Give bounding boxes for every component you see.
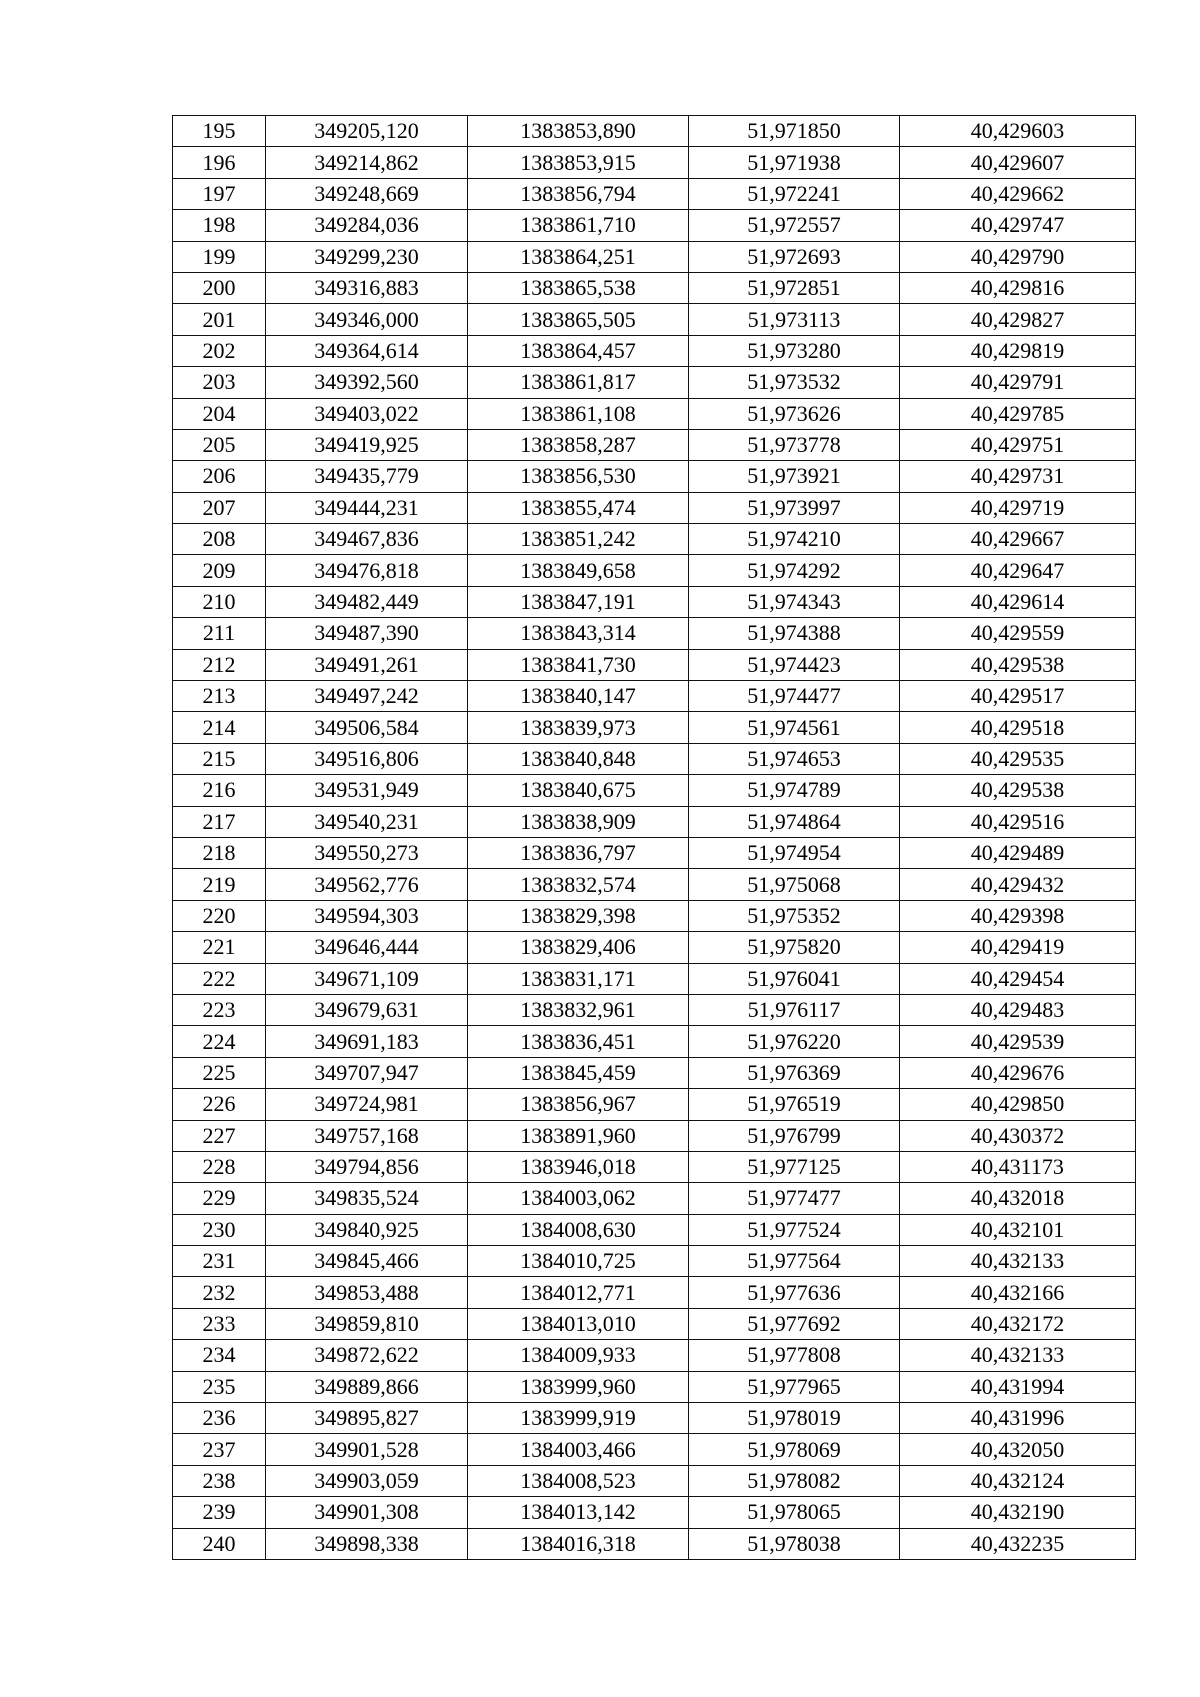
col2-value-cell: 349794,856 <box>266 1151 468 1182</box>
col5-value-cell: 40,429454 <box>900 963 1136 994</box>
col4-value-cell: 51,976799 <box>689 1120 900 1151</box>
col2-value-cell: 349506,584 <box>266 712 468 743</box>
col4-value-cell: 51,977808 <box>689 1340 900 1371</box>
table-row <box>173 586 1136 617</box>
col2-value-cell: 349392,560 <box>266 367 468 398</box>
col2-value-cell: 349691,183 <box>266 1026 468 1057</box>
col4-value-cell: 51,973778 <box>689 429 900 460</box>
col5-value-cell: 40,432166 <box>900 1277 1136 1308</box>
col4-value-cell: 51,976117 <box>689 994 900 1025</box>
point-number-cell: 234 <box>173 1340 266 1371</box>
point-number-cell: 205 <box>173 429 266 460</box>
col2-value-cell: 349531,949 <box>266 775 468 806</box>
point-number-cell: 202 <box>173 335 266 366</box>
col5-value-cell: 40,429538 <box>900 649 1136 680</box>
point-number-cell: 221 <box>173 932 266 963</box>
point-number-cell: 230 <box>173 1214 266 1245</box>
col2-value-cell: 349853,488 <box>266 1277 468 1308</box>
col2-value-cell: 349491,261 <box>266 649 468 680</box>
col5-value-cell: 40,432050 <box>900 1434 1136 1465</box>
col2-value-cell: 349889,866 <box>266 1371 468 1402</box>
col4-value-cell: 51,978082 <box>689 1465 900 1496</box>
point-number-cell: 227 <box>173 1120 266 1151</box>
point-number-cell: 235 <box>173 1371 266 1402</box>
col4-value-cell: 51,977524 <box>689 1214 900 1245</box>
table-row <box>173 1340 1136 1371</box>
col2-value-cell: 349346,000 <box>266 304 468 335</box>
table-row <box>173 1277 1136 1308</box>
table-row <box>173 1183 1136 1214</box>
col4-value-cell: 51,975352 <box>689 900 900 931</box>
col5-value-cell: 40,432172 <box>900 1308 1136 1339</box>
col5-value-cell: 40,431173 <box>900 1151 1136 1182</box>
table-row <box>173 335 1136 366</box>
col2-value-cell: 349671,109 <box>266 963 468 994</box>
col3-value-cell: 1384013,142 <box>468 1497 689 1528</box>
col4-value-cell: 51,973921 <box>689 461 900 492</box>
table-row <box>173 775 1136 806</box>
col4-value-cell: 51,972557 <box>689 210 900 241</box>
col4-value-cell: 51,976369 <box>689 1057 900 1088</box>
col2-value-cell: 349205,120 <box>266 116 468 147</box>
col2-value-cell: 349487,390 <box>266 618 468 649</box>
table-row <box>173 681 1136 712</box>
col2-value-cell: 349859,810 <box>266 1308 468 1339</box>
col3-value-cell: 1383855,474 <box>468 492 689 523</box>
table-row <box>173 932 1136 963</box>
col5-value-cell: 40,429647 <box>900 555 1136 586</box>
point-number-cell: 220 <box>173 900 266 931</box>
col5-value-cell: 40,429517 <box>900 681 1136 712</box>
col3-value-cell: 1383836,797 <box>468 837 689 868</box>
col3-value-cell: 1383864,457 <box>468 335 689 366</box>
point-number-cell: 198 <box>173 210 266 241</box>
table-row <box>173 524 1136 555</box>
col5-value-cell: 40,432190 <box>900 1497 1136 1528</box>
point-number-cell: 231 <box>173 1246 266 1277</box>
col3-value-cell: 1383832,574 <box>468 869 689 900</box>
col2-value-cell: 349898,338 <box>266 1528 468 1559</box>
table-row <box>173 1497 1136 1528</box>
point-number-cell: 203 <box>173 367 266 398</box>
col3-value-cell: 1383999,960 <box>468 1371 689 1402</box>
col4-value-cell: 51,976220 <box>689 1026 900 1057</box>
table-row <box>173 241 1136 272</box>
col2-value-cell: 349679,631 <box>266 994 468 1025</box>
table-row <box>173 210 1136 241</box>
col5-value-cell: 40,430372 <box>900 1120 1136 1151</box>
col3-value-cell: 1384012,771 <box>468 1277 689 1308</box>
col5-value-cell: 40,431994 <box>900 1371 1136 1402</box>
col5-value-cell: 40,432101 <box>900 1214 1136 1245</box>
col5-value-cell: 40,429816 <box>900 272 1136 303</box>
col5-value-cell: 40,429539 <box>900 1026 1136 1057</box>
table-row <box>173 1089 1136 1120</box>
point-number-cell: 206 <box>173 461 266 492</box>
col3-value-cell: 1383836,451 <box>468 1026 689 1057</box>
col3-value-cell: 1383843,314 <box>468 618 689 649</box>
col3-value-cell: 1383865,538 <box>468 272 689 303</box>
point-number-cell: 225 <box>173 1057 266 1088</box>
table-row <box>173 1465 1136 1496</box>
point-number-cell: 201 <box>173 304 266 335</box>
table-row <box>173 1371 1136 1402</box>
col3-value-cell: 1383829,406 <box>468 932 689 963</box>
table-row <box>173 492 1136 523</box>
point-number-cell: 216 <box>173 775 266 806</box>
col3-value-cell: 1383845,459 <box>468 1057 689 1088</box>
col4-value-cell: 51,973532 <box>689 367 900 398</box>
col5-value-cell: 40,429559 <box>900 618 1136 649</box>
col5-value-cell: 40,429827 <box>900 304 1136 335</box>
col2-value-cell: 349516,806 <box>266 743 468 774</box>
point-number-cell: 196 <box>173 147 266 178</box>
col5-value-cell: 40,432018 <box>900 1183 1136 1214</box>
col3-value-cell: 1383856,794 <box>468 178 689 209</box>
table-row <box>173 712 1136 743</box>
point-number-cell: 232 <box>173 1277 266 1308</box>
col2-value-cell: 349845,466 <box>266 1246 468 1277</box>
col3-value-cell: 1383861,710 <box>468 210 689 241</box>
col3-value-cell: 1383840,675 <box>468 775 689 806</box>
point-number-cell: 197 <box>173 178 266 209</box>
col2-value-cell: 349840,925 <box>266 1214 468 1245</box>
table-row <box>173 147 1136 178</box>
col5-value-cell: 40,429850 <box>900 1089 1136 1120</box>
table-row <box>173 1120 1136 1151</box>
point-number-cell: 217 <box>173 806 266 837</box>
col3-value-cell: 1384008,630 <box>468 1214 689 1245</box>
point-number-cell: 229 <box>173 1183 266 1214</box>
table-row <box>173 1308 1136 1339</box>
col4-value-cell: 51,972241 <box>689 178 900 209</box>
col2-value-cell: 349497,242 <box>266 681 468 712</box>
point-number-cell: 233 <box>173 1308 266 1339</box>
col4-value-cell: 51,974343 <box>689 586 900 617</box>
col2-value-cell: 349872,622 <box>266 1340 468 1371</box>
col4-value-cell: 51,977636 <box>689 1277 900 1308</box>
point-number-cell: 223 <box>173 994 266 1025</box>
point-number-cell: 214 <box>173 712 266 743</box>
col5-value-cell: 40,429489 <box>900 837 1136 868</box>
table-row <box>173 429 1136 460</box>
col4-value-cell: 51,977125 <box>689 1151 900 1182</box>
col4-value-cell: 51,978069 <box>689 1434 900 1465</box>
col3-value-cell: 1383849,658 <box>468 555 689 586</box>
col4-value-cell: 51,973626 <box>689 398 900 429</box>
col2-value-cell: 349284,036 <box>266 210 468 241</box>
table-row <box>173 1057 1136 1088</box>
col4-value-cell: 51,974864 <box>689 806 900 837</box>
col3-value-cell: 1384003,062 <box>468 1183 689 1214</box>
col5-value-cell: 40,429432 <box>900 869 1136 900</box>
col3-value-cell: 1383840,848 <box>468 743 689 774</box>
col2-value-cell: 349903,059 <box>266 1465 468 1496</box>
col4-value-cell: 51,974653 <box>689 743 900 774</box>
col2-value-cell: 349707,947 <box>266 1057 468 1088</box>
table-row <box>173 1528 1136 1559</box>
col5-value-cell: 40,429483 <box>900 994 1136 1025</box>
col3-value-cell: 1383891,960 <box>468 1120 689 1151</box>
col5-value-cell: 40,429785 <box>900 398 1136 429</box>
col5-value-cell: 40,429719 <box>900 492 1136 523</box>
col3-value-cell: 1383864,251 <box>468 241 689 272</box>
col4-value-cell: 51,973280 <box>689 335 900 366</box>
table-row <box>173 178 1136 209</box>
col3-value-cell: 1384013,010 <box>468 1308 689 1339</box>
table-row <box>173 869 1136 900</box>
col2-value-cell: 349214,862 <box>266 147 468 178</box>
col3-value-cell: 1383847,191 <box>468 586 689 617</box>
table-row <box>173 272 1136 303</box>
col4-value-cell: 51,972851 <box>689 272 900 303</box>
col2-value-cell: 349435,779 <box>266 461 468 492</box>
col3-value-cell: 1383856,967 <box>468 1089 689 1120</box>
table-row <box>173 398 1136 429</box>
col4-value-cell: 51,974292 <box>689 555 900 586</box>
table-row <box>173 1403 1136 1434</box>
col5-value-cell: 40,429419 <box>900 932 1136 963</box>
point-number-cell: 209 <box>173 555 266 586</box>
col5-value-cell: 40,432235 <box>900 1528 1136 1559</box>
col5-value-cell: 40,429662 <box>900 178 1136 209</box>
point-number-cell: 239 <box>173 1497 266 1528</box>
table-row <box>173 555 1136 586</box>
point-number-cell: 208 <box>173 524 266 555</box>
point-number-cell: 238 <box>173 1465 266 1496</box>
col3-value-cell: 1383853,890 <box>468 116 689 147</box>
col3-value-cell: 1383853,915 <box>468 147 689 178</box>
point-number-cell: 222 <box>173 963 266 994</box>
col2-value-cell: 349299,230 <box>266 241 468 272</box>
col2-value-cell: 349467,836 <box>266 524 468 555</box>
col5-value-cell: 40,429676 <box>900 1057 1136 1088</box>
col4-value-cell: 51,974561 <box>689 712 900 743</box>
col5-value-cell: 40,429751 <box>900 429 1136 460</box>
col3-value-cell: 1383841,730 <box>468 649 689 680</box>
col2-value-cell: 349419,925 <box>266 429 468 460</box>
col3-value-cell: 1384010,725 <box>468 1246 689 1277</box>
col4-value-cell: 51,973113 <box>689 304 900 335</box>
table-row <box>173 900 1136 931</box>
col5-value-cell: 40,429790 <box>900 241 1136 272</box>
col5-value-cell: 40,429819 <box>900 335 1136 366</box>
table-row <box>173 806 1136 837</box>
point-number-cell: 218 <box>173 837 266 868</box>
col3-value-cell: 1383838,909 <box>468 806 689 837</box>
table-row <box>173 994 1136 1025</box>
table-row <box>173 743 1136 774</box>
col2-value-cell: 349901,308 <box>266 1497 468 1528</box>
col3-value-cell: 1383856,530 <box>468 461 689 492</box>
col4-value-cell: 51,975820 <box>689 932 900 963</box>
col3-value-cell: 1383839,973 <box>468 712 689 743</box>
col2-value-cell: 349724,981 <box>266 1089 468 1120</box>
col4-value-cell: 51,977564 <box>689 1246 900 1277</box>
point-number-cell: 200 <box>173 272 266 303</box>
point-number-cell: 211 <box>173 618 266 649</box>
col5-value-cell: 40,429614 <box>900 586 1136 617</box>
col4-value-cell: 51,974477 <box>689 681 900 712</box>
point-number-cell: 236 <box>173 1403 266 1434</box>
point-number-cell: 224 <box>173 1026 266 1057</box>
point-number-cell: 228 <box>173 1151 266 1182</box>
col4-value-cell: 51,978019 <box>689 1403 900 1434</box>
col4-value-cell: 51,974388 <box>689 618 900 649</box>
col5-value-cell: 40,429607 <box>900 147 1136 178</box>
col3-value-cell: 1383946,018 <box>468 1151 689 1182</box>
col4-value-cell: 51,974423 <box>689 649 900 680</box>
table-row <box>173 1026 1136 1057</box>
col3-value-cell: 1383829,398 <box>468 900 689 931</box>
col3-value-cell: 1383840,147 <box>468 681 689 712</box>
point-number-cell: 195 <box>173 116 266 147</box>
col5-value-cell: 40,429603 <box>900 116 1136 147</box>
point-number-cell: 237 <box>173 1434 266 1465</box>
point-number-cell: 215 <box>173 743 266 774</box>
col5-value-cell: 40,429538 <box>900 775 1136 806</box>
col3-value-cell: 1383851,242 <box>468 524 689 555</box>
col2-value-cell: 349540,231 <box>266 806 468 837</box>
col5-value-cell: 40,431996 <box>900 1403 1136 1434</box>
table-row <box>173 304 1136 335</box>
col2-value-cell: 349594,303 <box>266 900 468 931</box>
table-row <box>173 1151 1136 1182</box>
col3-value-cell: 1384008,523 <box>468 1465 689 1496</box>
table-row <box>173 116 1136 147</box>
table-row <box>173 1434 1136 1465</box>
table-row <box>173 367 1136 398</box>
col2-value-cell: 349476,818 <box>266 555 468 586</box>
col5-value-cell: 40,432124 <box>900 1465 1136 1496</box>
col5-value-cell: 40,429398 <box>900 900 1136 931</box>
col2-value-cell: 349835,524 <box>266 1183 468 1214</box>
col4-value-cell: 51,975068 <box>689 869 900 900</box>
col3-value-cell: 1383831,171 <box>468 963 689 994</box>
point-number-cell: 219 <box>173 869 266 900</box>
col5-value-cell: 40,429535 <box>900 743 1136 774</box>
col4-value-cell: 51,976519 <box>689 1089 900 1120</box>
col4-value-cell: 51,978065 <box>689 1497 900 1528</box>
col4-value-cell: 51,977477 <box>689 1183 900 1214</box>
col4-value-cell: 51,972693 <box>689 241 900 272</box>
col2-value-cell: 349248,669 <box>266 178 468 209</box>
col2-value-cell: 349403,022 <box>266 398 468 429</box>
point-number-cell: 204 <box>173 398 266 429</box>
col5-value-cell: 40,429731 <box>900 461 1136 492</box>
col3-value-cell: 1384003,466 <box>468 1434 689 1465</box>
table-row <box>173 461 1136 492</box>
point-number-cell: 226 <box>173 1089 266 1120</box>
col2-value-cell: 349364,614 <box>266 335 468 366</box>
point-number-cell: 207 <box>173 492 266 523</box>
col4-value-cell: 51,976041 <box>689 963 900 994</box>
table-row <box>173 1214 1136 1245</box>
table-row <box>173 1246 1136 1277</box>
col3-value-cell: 1383999,919 <box>468 1403 689 1434</box>
col2-value-cell: 349646,444 <box>266 932 468 963</box>
col3-value-cell: 1383832,961 <box>468 994 689 1025</box>
col2-value-cell: 349482,449 <box>266 586 468 617</box>
col3-value-cell: 1383865,505 <box>468 304 689 335</box>
point-number-cell: 199 <box>173 241 266 272</box>
col3-value-cell: 1384009,933 <box>468 1340 689 1371</box>
table-row <box>173 837 1136 868</box>
col2-value-cell: 349316,883 <box>266 272 468 303</box>
col4-value-cell: 51,974789 <box>689 775 900 806</box>
col4-value-cell: 51,977965 <box>689 1371 900 1402</box>
table-row <box>173 963 1136 994</box>
col4-value-cell: 51,971938 <box>689 147 900 178</box>
point-number-cell: 213 <box>173 681 266 712</box>
point-number-cell: 210 <box>173 586 266 617</box>
col5-value-cell: 40,429516 <box>900 806 1136 837</box>
col4-value-cell: 51,974954 <box>689 837 900 868</box>
point-number-cell: 240 <box>173 1528 266 1559</box>
col4-value-cell: 51,971850 <box>689 116 900 147</box>
table-row <box>173 618 1136 649</box>
col4-value-cell: 51,978038 <box>689 1528 900 1559</box>
col3-value-cell: 1384016,318 <box>468 1528 689 1559</box>
table-row <box>173 649 1136 680</box>
col2-value-cell: 349562,776 <box>266 869 468 900</box>
col4-value-cell: 51,973997 <box>689 492 900 523</box>
col2-value-cell: 349901,528 <box>266 1434 468 1465</box>
col2-value-cell: 349444,231 <box>266 492 468 523</box>
col2-value-cell: 349895,827 <box>266 1403 468 1434</box>
coordinates-table <box>172 115 1136 1560</box>
col5-value-cell: 40,432133 <box>900 1340 1136 1371</box>
col3-value-cell: 1383858,287 <box>468 429 689 460</box>
col5-value-cell: 40,429791 <box>900 367 1136 398</box>
point-number-cell: 212 <box>173 649 266 680</box>
col2-value-cell: 349550,273 <box>266 837 468 868</box>
col5-value-cell: 40,432133 <box>900 1246 1136 1277</box>
table-body <box>173 116 1136 1560</box>
col5-value-cell: 40,429747 <box>900 210 1136 241</box>
col3-value-cell: 1383861,108 <box>468 398 689 429</box>
col5-value-cell: 40,429667 <box>900 524 1136 555</box>
col2-value-cell: 349757,168 <box>266 1120 468 1151</box>
col4-value-cell: 51,977692 <box>689 1308 900 1339</box>
col4-value-cell: 51,974210 <box>689 524 900 555</box>
col5-value-cell: 40,429518 <box>900 712 1136 743</box>
col3-value-cell: 1383861,817 <box>468 367 689 398</box>
